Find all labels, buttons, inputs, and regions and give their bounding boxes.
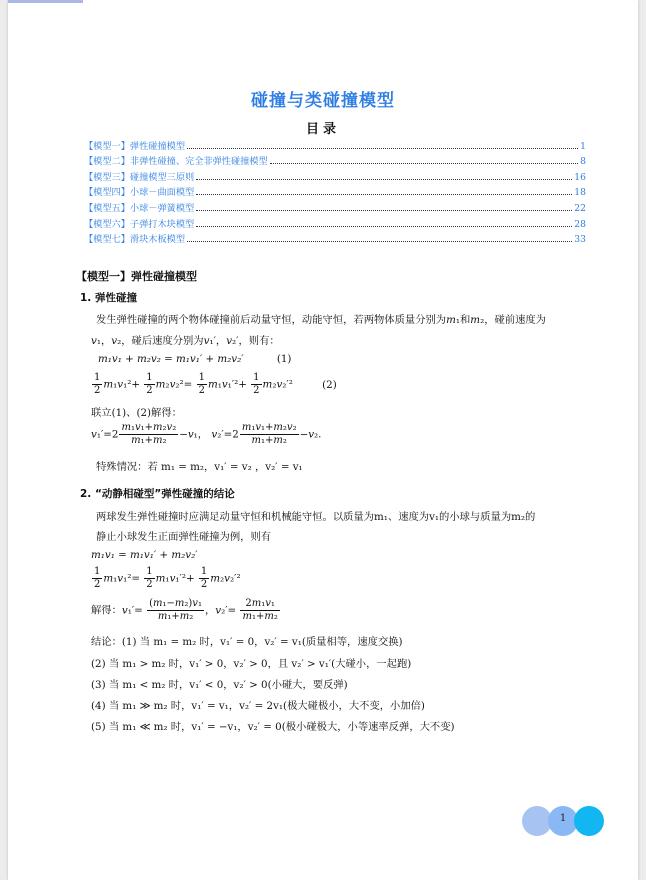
equation-energy-2: $\frac{1}{2}$ m₁v₁²= $\frac{1}{2}$ m₁v₁′²+ $\frac{1}{2}$ m₂v₂′² (94, 566, 241, 590)
solve-intro: 联立(1)、(2)解得： (91, 407, 182, 419)
subsection-heading: 1. 弹性碰撞 (80, 292, 137, 304)
conclusion-2: (2) 当 m₁ > m₂ 时，v₁′ > 0，v₂′ > 0，且 v₂′ > v₁′(大碰小，一起跑) (91, 658, 412, 670)
toc-entry[interactable] (84, 198, 586, 214)
toc-entry-label: 【模型二】非弹性碰撞、完全非弹性碰撞模型 (84, 156, 268, 168)
toc-entry-label: 【模型七】滑块木板模型 (84, 234, 186, 246)
toc-entry-label: 【模型三】碰撞模型三原则 (84, 171, 195, 183)
conclusion-4: (4) 当 m₁ ≫ m₂ 时，v₁′ = v₁，v₂′ = 2v₁(极大碰极小，大不变，小加倍) (91, 700, 425, 712)
toc-entry[interactable] (84, 167, 586, 183)
toc-entry[interactable] (84, 183, 586, 199)
toc-entry[interactable] (84, 230, 586, 246)
toc-leader (270, 163, 578, 164)
badge-circle-right (574, 806, 604, 836)
toc-entry-page: 33 (574, 234, 586, 246)
conclusion-3: (3) 当 m₁ < m₂ 时，v₁′ < 0，v₂′ > 0(小碰大，要反弹) (91, 679, 348, 691)
paragraph-line: 静止小球发生正面弹性碰撞为例，则有 (96, 531, 272, 543)
page-number: 1 (559, 813, 567, 824)
toc-entry-label: 【模型四】小球－曲面模型 (84, 187, 195, 199)
document-page (8, 0, 638, 880)
paragraph-line: v₁，v₂，碰后速度分别为v₁′，v₂′，则有： (91, 335, 280, 347)
table-of-contents (84, 136, 586, 245)
toc-leader (196, 210, 572, 211)
toc-entry-page: 28 (574, 218, 586, 230)
toc-leader (187, 241, 572, 242)
toc-leader (187, 148, 578, 149)
toc-entry[interactable] (84, 136, 586, 152)
toc-entry-page: 8 (580, 156, 586, 168)
toc-entry[interactable] (84, 152, 586, 168)
solution-equation-2: 解得：v₁′= $\frac{\text{(m₁−m₂)v₁}}{\text{m₁+m₂}}$ ，v₂′= $\frac{\text{2m₁v₁}}{\text{m₁+m₂}}$ (91, 598, 278, 622)
doc-title: 碰撞与类碰撞模型 (251, 91, 395, 111)
equation-momentum-2: m₁v₁ = m₁v₁′ + m₂v₂′ (91, 549, 198, 561)
toc-entry-label: 【模型五】小球－弹簧模型 (84, 202, 195, 214)
toc-entry-page: 18 (574, 187, 586, 199)
toc-entry[interactable] (84, 214, 586, 230)
toc-entry-page: 16 (574, 171, 586, 183)
subsection-heading: 2. “动静相碰型”弹性碰撞的结论 (80, 488, 235, 500)
conclusion-1: 结论：(1) 当 m₁ = m₂ 时，v₁′ = 0，v₂′ = v₁(质量相等，速度交换) (91, 636, 403, 648)
equation-momentum: m₁v₁ + m₂v₂ = m₁v₁′ + m₂v₂′ (1) (98, 353, 292, 365)
toc-entry-label: 【模型六】子弹打木块模型 (84, 218, 195, 230)
toc-leader (196, 194, 572, 195)
toc-leader (196, 179, 572, 180)
section-heading: 【模型一】弹性碰撞模型 (76, 270, 197, 283)
special-case: 特殊情况：若 m₁ = m₂，v₁′ = v₂ ，v₂′ = v₁ (96, 461, 303, 473)
toc-heading: 目录 (305, 122, 340, 137)
toc-leader (196, 226, 572, 227)
conclusion-5: (5) 当 m₁ ≪ m₂ 时，v₁′ = −v₁，v₂′ = 0(极小碰极大，小等速率反弹，大不变) (91, 721, 455, 733)
page-number-badge (522, 806, 606, 836)
toc-entry-page: 1 (580, 140, 586, 152)
toc-entry-label: 【模型一】弹性碰撞模型 (84, 140, 186, 152)
top-tab-indicator (8, 0, 83, 3)
paragraph-line: 发生弹性碰撞的两个物体碰撞前后动量守恒，动能守恒，若两物体质量分别为m₁和m₂，碰前速度为 (96, 314, 546, 326)
paragraph-line: 两球发生弹性碰撞时应满足动量守恒和机械能守恒。以质量为m₁、速度为v₁的小球与质量为m₂的 (96, 511, 536, 523)
toc-entry-page: 22 (574, 202, 586, 214)
equation-energy: $\frac{1}{2}$ m₁v₁²+ $\frac{1}{2}$ m₂v₂²= $\frac{1}{2}$ m₁v₁′²+ $\frac{1}{2}$ m₂v₂′² (2) (94, 372, 337, 396)
solution-equation: v₁′=2 $\frac{\text{m₁v₁+m₂v₂}}{\text{m₁+m₂}}$ −v₁， v₂′=2 $\frac{\text{m₁v₁+m₂v₂}}{\text{m₁+m₂}}$ −v₂. (91, 422, 322, 446)
